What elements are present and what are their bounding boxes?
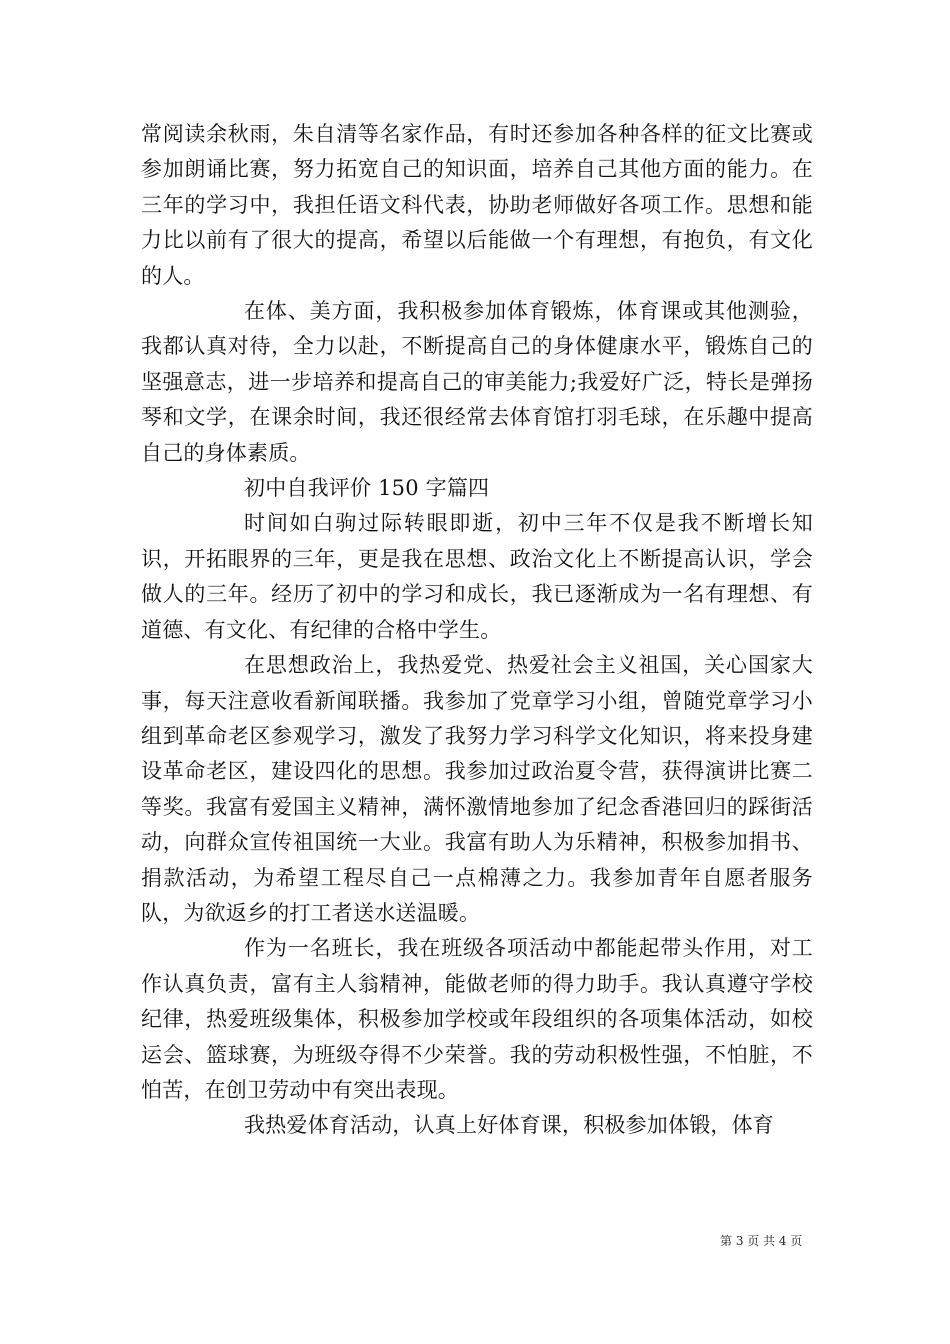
page-number-footer: 第 3 页 共 4 页	[720, 1234, 803, 1248]
paragraph-politics: 在思想政治上，我热爱党、热爱社会主义祖国，关心国家大事，每天注意收看新闻联播。我参加了党章学习小组，曾随党章学习小组到革命老区参观学习，激发了我努力学习科学文化知识，将来投身建设革命老区，建设四化的思想。我参加过政治夏令营，获得演讲比赛二等奖。我富有爱国主义精神，满怀激情地参加了纪念香港回归的踩街活动，向群众宣传祖国统一大业。我富有助人为乐精神，积极参加捐书、捐款活动，为希望工程尽自己一点棉薄之力。我参加青年自愿者服务队，为欲返乡的打工者送水送温暖。	[141, 653, 813, 925]
paragraph-continuation: 常阅读余秋雨，朱自清等名家作品，有时还参加各种各样的征文比赛或参加朗诵比赛，努力拓宽自己的知识面，培养自己其他方面的能力。在三年的学习中，我担任语文科代表，协助老师做好各项工作。思想和能力比以前有了很大的提高，希望以后能做一个有理想，有抱负，有文化的人。	[141, 122, 813, 288]
paragraph-class-monitor: 作为一名班长，我在班级各项活动中都能起带头作用，对工作认真负责，富有主人翁精神，能做老师的得力助手。我认真遵守学校纪律，热爱班级集体，积极参加学校或年段组织的各项集体活动，如校运会、篮球赛，为班级夺得不少荣誉。我的劳动积极性强，不怕脏，不怕苦，在创卫劳动中有突出表现。	[141, 936, 813, 1102]
paragraph-sports: 我热爱体育活动，认真上好体育课，积极参加体锻，体育	[244, 1113, 774, 1138]
document-body	[141, 117, 813, 1144]
paragraph-sports-arts: 在体、美方面，我积极参加体育锻炼，体育课或其他测验，我都认真对待，全力以赴，不断提高自己的身体健康水平，锻炼自己的坚强意志，进一步培养和提高自己的审美能力;我爱好广泛，特长是弹扬琴和文学，在课余时间，我还很经常去体育馆打羽毛球，在乐趣中提高自己的身体素质。	[141, 299, 813, 465]
paragraph-intro: 时间如白驹过际转眼即逝，初中三年不仅是我不断增长知识，开拓眼界的三年，更是我在思想、政治文化上不断提高认识，学会做人的三年。经历了初中的学习和成长，我已逐渐成为一名有理想、有道德、有文化、有纪律的合格中学生。	[141, 511, 813, 642]
section-heading: 初中自我评价 150 字篇四	[244, 476, 490, 501]
